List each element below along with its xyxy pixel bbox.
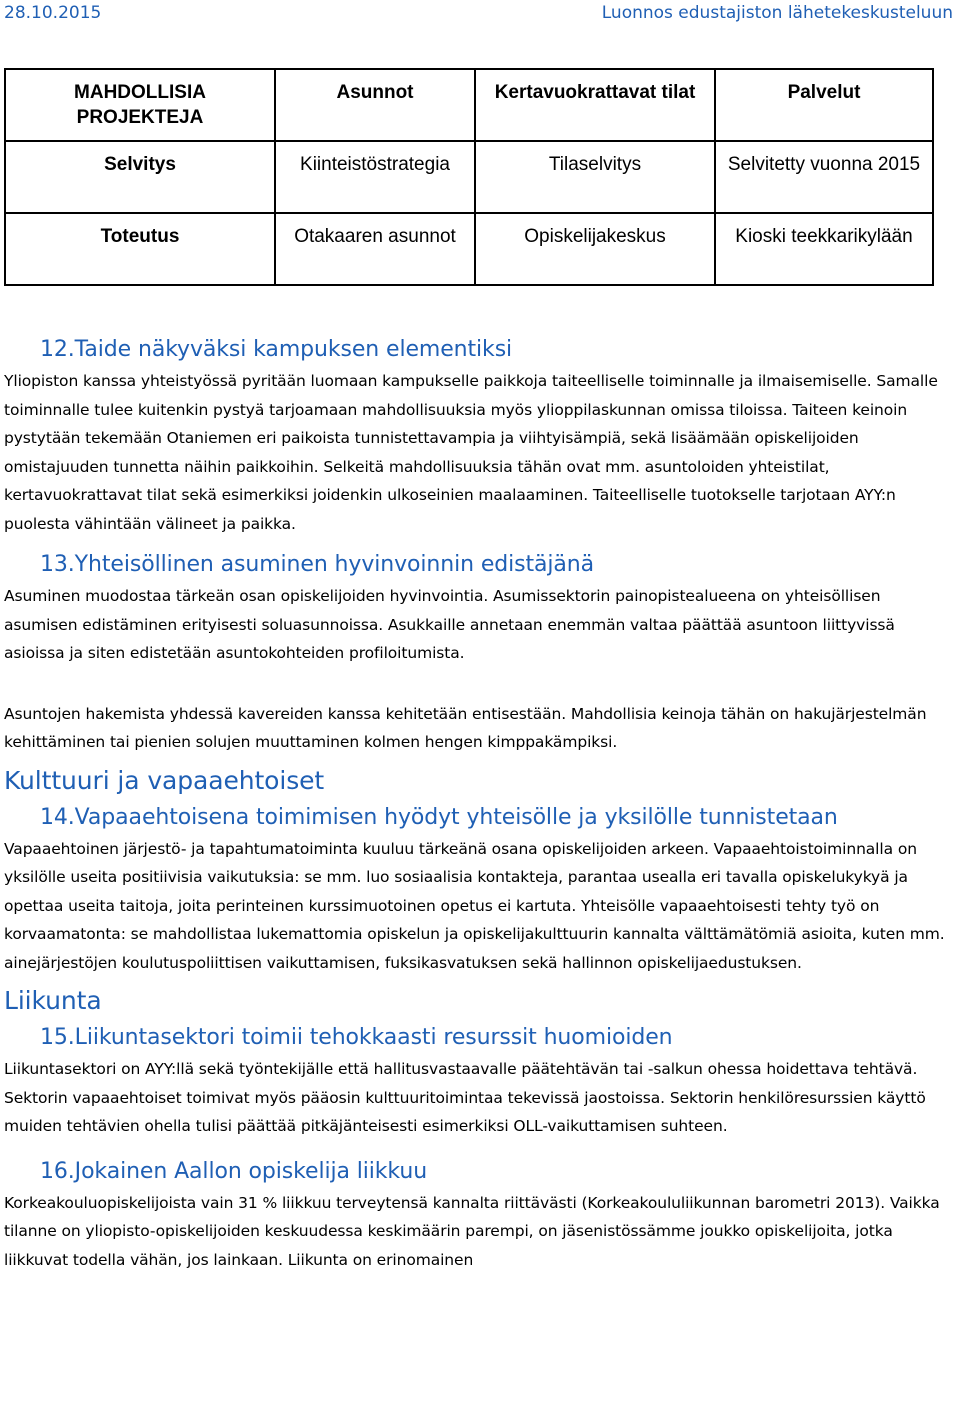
table-cell: Kioski teekkarikylään — [715, 213, 933, 285]
table-cell: Selvitetty vuonna 2015 — [715, 141, 933, 213]
table-cell: MAHDOLLISIA PROJEKTEJA — [5, 69, 275, 141]
section-13-text: Asuminen muodostaa tärkeän osan opiskelijoiden hyvinvointia. Asumissektorin painopistealueena on yhteisöllisen asumisen edistäminen erityisesti soluasunnoissa. Asukkaille annetaan enemmän valtaa päättää asuntoon liittyvissä asioissa ja siten edistetään asuntokohteiden profiloitumista. — [4, 587, 895, 662]
section-15-text: Liikuntasektori on AYY:llä sekä työntekijälle että hallitusvastaavalle päätehtävän tai -salkun ohessa hoidettava tehtävä. Sektorin vapaaehtoiset toimivat myös pääosin kulttuuritoimintaa tekevissä jaostoissa. Sektorin henkilöresurssien käyttö muiden tehtävien ohella tulisi päättää pitkäjänteisesti esimerkiksi OLL-vaikuttamisen suhteen. — [4, 1060, 926, 1135]
table-row — [5, 141, 933, 213]
culture-heading: Kulttuuri ja vapaaehtoiset — [4, 765, 325, 795]
section-15-heading: 15.Liikuntasektori toimii tehokkaasti resurssit huomioiden — [40, 1025, 673, 1050]
document-body — [4, 333, 956, 1274]
table-cell: Selvitys — [5, 141, 275, 213]
table-cell: Otakaaren asunnot — [275, 213, 475, 285]
section-14-text: Vapaaehtoinen järjestö- ja tapahtumatoiminta kuuluu tärkeänä osana opiskelijoiden arkeen. Vapaaehtoistoiminnalla on yksilölle useita positiivisia vaikutuksia: se mm. luo sosiaalisia kontakteja, parantaa usealla eri tavalla opiskelukykyä ja opettaa useita taitoja, joita perinteinen kurssimuotoinen opetus ei kartuta. Yhteisölle vapaaehtoisesti tehty työ on korvaamatonta: se mahdollistaa lukemattomia opiskelun ja opiskelijakulttuurin kannalta välttämätömiä asioita, kuten mm. ainejärjestöjen koulutuspoliittisen vaikuttamisen, fuksikasvatuksen sekä hallinnon opiskelijaedustuksen. — [4, 839, 945, 972]
table-cell: Kiinteistöstrategia — [275, 141, 475, 213]
table-cell: Toteutus — [5, 213, 275, 285]
table-cell: Asunnot — [275, 69, 475, 141]
section-13-heading: 13.Yhteisöllinen asuminen hyvinvoinnin edistäjänä — [40, 552, 595, 577]
table-row — [5, 69, 933, 141]
table-cell: Opiskelijakeskus — [475, 213, 715, 285]
section-12-text: Yliopiston kanssa yhteistyössä pyritään luomaan kampukselle paikkoja taiteelliselle toiminnalle ja ilmaisemiselle. Samalle toiminnalle tulee kuitenkin pystyä tarjoamaan mahdollisuuksia myös ylioppilaskunnan omissa tiloissa. Taiteen keinoin pystytään tekemään Otaniemen eri paikoista tunnistettavampia ja viihtyisämpiä, sekä lisäämään opiskelijoiden omistajuuden tunnetta näihin paikkoihin. Selkeitä mahdollisuuksia tähän ovat mm. asuntoloiden yhteistilat, kertavuokrattavat tilat sekä esimerkiksi joidenkin ulkoseinien maalaaminen. Taiteelliselle tuotokselle tarjotaan AYY:n puolesta vähintään välineet ja paikka. — [4, 372, 938, 533]
table-cell: Tilaselvitys — [475, 141, 715, 213]
table-row — [5, 213, 933, 285]
section-12-heading: 12.Taide näkyväksi kampuksen elementiksi — [40, 337, 513, 362]
projects-table — [4, 68, 934, 286]
document-date: 28.10.2015 — [4, 3, 102, 23]
section-13-text-2: Asuntojen hakemista yhdessä kavereiden kanssa kehitetään entisestään. Mahdollisia keinoja tähän on hakujärjestelmän kehittäminen tai pienien solujen muuttaminen kolmen hengen kimppakämpiksi. — [4, 704, 927, 751]
sports-heading: Liikunta — [4, 986, 102, 1015]
document-title: Luonnos edustajiston lähetekeskusteluun — [601, 3, 953, 23]
section-14-heading: 14.Vapaaehtoisena toimimisen hyödyt yhteisölle ja yksilölle tunnistetaan — [40, 804, 838, 830]
section-16-heading: 16.Jokainen Aallon opiskelija liikkuu — [40, 1158, 428, 1184]
table-cell: Palvelut — [715, 69, 933, 141]
table-cell: Kertavuokrattavat tilat — [475, 69, 715, 141]
section-16-text: Korkeakouluopiskelijoista vain 31 % liikkuu terveytensä kannalta riittävästi (Korkeakoululiikunnan barometri 2013). Vaikka tilanne on yliopisto-opiskelijoiden keskuudessa keskimäärin parempi, on jäsenistössämme joukko opiskelijoita, jotka liikkuvat todella vähän, jos lainkaan. Liikunta on erinomainen — [4, 1193, 940, 1269]
